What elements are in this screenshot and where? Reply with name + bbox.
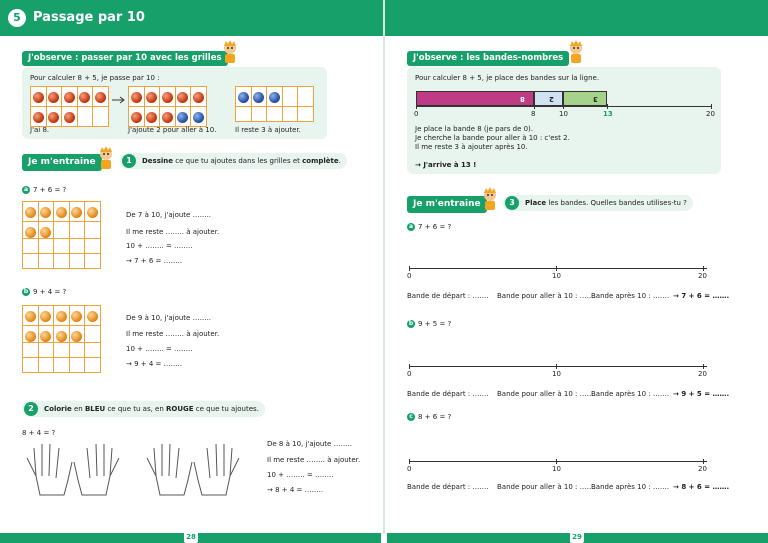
ex2-instruction: Colorie en BLEU ce que tu as, en ROUGE ce que tu ajoutes. — [22, 401, 265, 417]
ex3a-tick-10: 10 — [552, 272, 561, 280]
band-3-label: 3 — [593, 95, 598, 103]
ex3a-depart[interactable]: Bande de départ : ……. — [407, 292, 489, 300]
ex2-number: 2 — [24, 402, 38, 416]
tick-label-10: 10 — [559, 110, 568, 118]
ex3c-letter: c — [407, 413, 415, 421]
tick — [409, 459, 410, 464]
ex3b-letter: b — [408, 320, 414, 327]
tick — [556, 266, 557, 271]
number-line-a[interactable] — [409, 268, 707, 269]
tick-label-8: 8 — [531, 110, 536, 118]
ex3b-result[interactable]: → 9 + 5 = ……. — [673, 390, 730, 398]
ex3b-aller[interactable]: Bande pour aller à 10 : ……. — [497, 390, 596, 398]
child-character-icon — [96, 146, 116, 172]
ex3b-depart[interactable]: Bande de départ : ……. — [407, 390, 489, 398]
ex3c-expression: 8 + 6 = ? — [418, 413, 452, 421]
ex3-number: 3 — [505, 196, 519, 210]
ex3a-tick-20: 20 — [698, 272, 707, 280]
ex3c-aller[interactable]: Bande pour aller à 10 : ……. — [497, 483, 596, 491]
observe-intro-right: Pour calculer 8 + 5, je place des bandes sur la ligne. — [415, 74, 600, 82]
child-character-icon — [480, 187, 500, 213]
ex3b-tick-0: 0 — [407, 370, 412, 378]
ex3-instruction: Place les bandes. Quelles bandes utilises-tu ? — [503, 195, 693, 211]
tick-label-0: 0 — [414, 110, 419, 118]
ex1b-grid-2[interactable] — [22, 342, 101, 373]
grid-observe-2 — [128, 86, 207, 127]
tick — [711, 104, 712, 109]
ex3c-depart[interactable]: Bande de départ : ……. — [407, 483, 489, 491]
band-8 — [416, 91, 534, 106]
ex3a-expression: 7 + 6 = ? — [418, 223, 452, 231]
lesson-number-badge: 5 — [8, 9, 26, 27]
ex3a-result[interactable]: → 7 + 6 = ……. — [673, 292, 730, 300]
ex1b-letter: b — [23, 288, 29, 295]
ex2-line4[interactable]: → 8 + 4 = …….. — [267, 486, 324, 494]
tick — [563, 104, 564, 109]
arrow-right-icon — [112, 96, 126, 104]
observe-intro-left: Pour calculer 8 + 5, je passe par 10 : — [30, 74, 160, 82]
page-gutter — [383, 0, 385, 543]
ex2-line3[interactable]: 10 + …….. = …….. — [267, 471, 334, 479]
ex1b-line4[interactable]: → 9 + 4 = …….. — [126, 360, 183, 368]
ex3a-aller[interactable]: Bande pour aller à 10 : ……. — [497, 292, 596, 300]
ex3c-tick-10: 10 — [552, 465, 561, 473]
ex1-number: 1 — [122, 154, 136, 168]
ex1-instruction: Dessine ce que tu ajoutes dans les grilles et complète. — [120, 153, 347, 169]
tick-label-13: 13 — [603, 110, 613, 118]
page-title: Passage par 10 — [33, 10, 145, 25]
observe-caption-3: Il reste 3 à ajouter. — [235, 126, 301, 134]
tick — [556, 459, 557, 464]
train-label-right: Je m'entraine — [407, 196, 487, 213]
tick — [703, 364, 704, 369]
number-line-observe — [416, 106, 712, 107]
ex3b-tick-10: 10 — [552, 370, 561, 378]
grid-observe-1 — [30, 86, 109, 127]
ex1a-line4[interactable]: → 7 + 6 = …….. — [126, 257, 183, 265]
ex2-expression: 8 + 4 = ? — [22, 429, 56, 437]
tick — [556, 364, 557, 369]
ex1b-line2[interactable]: Il me reste …….. à ajouter. — [126, 330, 220, 338]
page-number-left: 28 — [184, 532, 198, 543]
observe-conclusion: → J'arrive à 13 ! — [415, 161, 477, 169]
ex3c-result[interactable]: → 8 + 6 = ……. — [673, 483, 730, 491]
observe-caption-2: J'ajoute 2 pour aller à 10. — [128, 126, 217, 134]
ex1b-line1[interactable]: De 9 à 10, j'ajoute …….. — [126, 314, 212, 322]
child-character-icon — [566, 40, 586, 66]
tick — [534, 104, 535, 109]
observe-label-left: J'observe : passer par 10 avec les grilles — [22, 51, 228, 66]
ex3c-apres[interactable]: Bande après 10 : ……. — [591, 483, 670, 491]
tick-label-20: 20 — [706, 110, 715, 118]
ex2-line2[interactable]: Il me reste …….. à ajouter. — [267, 456, 361, 464]
observe-line-1: Je place la bande 8 (je pars de 0). — [415, 125, 534, 133]
observe-line-2: Je cherche la bande pour aller à 10 : c'est 2. — [415, 134, 570, 142]
ex1b-line3[interactable]: 10 + …….. = …….. — [126, 345, 193, 353]
band-3 — [563, 91, 607, 106]
ex3a-tick-0: 0 — [407, 272, 412, 280]
ex1a-grid-2[interactable] — [22, 238, 101, 269]
ex3c-tick-20: 20 — [698, 465, 707, 473]
tick — [409, 266, 410, 271]
ex1a-line1[interactable]: De 7 à 10, j'ajoute …….. — [126, 211, 212, 219]
band-2-label: 2 — [549, 95, 554, 103]
number-line-b[interactable] — [409, 366, 707, 367]
right-page-header — [385, 0, 768, 36]
ex1a-line3[interactable]: 10 + …….. = …….. — [126, 242, 193, 250]
tick — [703, 266, 704, 271]
footer-gap — [381, 533, 387, 543]
ex3b-tick-20: 20 — [698, 370, 707, 378]
number-line-c[interactable] — [409, 461, 707, 462]
ex2-line1[interactable]: De 8 à 10, j'ajoute …….. — [267, 440, 353, 448]
observe-line-3: Il me reste 3 à ajouter après 10. — [415, 143, 528, 151]
tick — [607, 104, 608, 109]
ex3a-apres[interactable]: Bande après 10 : ……. — [591, 292, 670, 300]
band-8-label: 8 — [520, 95, 525, 103]
child-character-icon — [220, 40, 240, 66]
observe-label-right: J'observe : les bandes-nombres — [407, 51, 569, 66]
tick — [409, 364, 410, 369]
ex3a-letter: a — [408, 223, 414, 230]
ex3b-expression: 9 + 5 = ? — [418, 320, 452, 328]
ex1a-expression: 7 + 6 = ? — [33, 186, 67, 194]
ex3b-apres[interactable]: Bande après 10 : ……. — [591, 390, 670, 398]
tick — [416, 104, 417, 109]
page-number-right: 29 — [570, 532, 584, 543]
train-label-left: Je m'entraine — [22, 154, 102, 171]
tick — [703, 459, 704, 464]
ex1a-grid-1[interactable] — [22, 201, 101, 242]
ex1a-line2[interactable]: Il me reste …….. à ajouter. — [126, 228, 220, 236]
grid-observe-3 — [235, 86, 314, 122]
ex3c-tick-0: 0 — [407, 465, 412, 473]
open-hands-icon[interactable] — [22, 440, 262, 498]
ex1b-grid-1[interactable] — [22, 305, 101, 346]
observe-panel-right — [407, 67, 721, 174]
observe-caption-1: J'ai 8. — [30, 126, 50, 134]
ex1b-expression: 9 + 4 = ? — [33, 288, 67, 296]
ex1a-letter: a — [23, 186, 29, 193]
